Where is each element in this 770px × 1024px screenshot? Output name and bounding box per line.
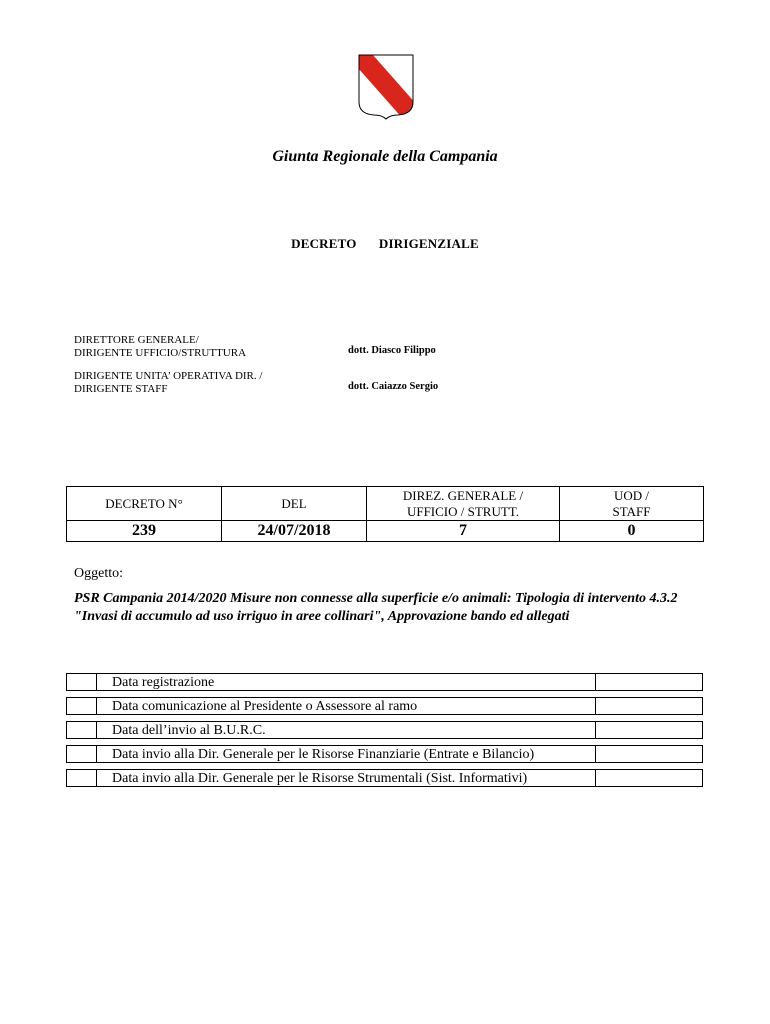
registration-index-cell	[67, 770, 97, 786]
organization-title: Giunta Regionale della Campania	[272, 148, 498, 165]
role-line: DIRETTORE GENERALE/	[74, 334, 199, 346]
registration-date-cell	[595, 746, 702, 762]
registration-label: Data registrazione	[112, 675, 215, 690]
registration-label: Data invio alla Dir. Generale per le Risorse Finanziarie (Entrate e Bilancio)	[112, 747, 535, 762]
decree-table	[66, 486, 704, 542]
registration-index-cell	[67, 674, 97, 690]
registration-label: Data dell’invio al B.U.R.C.	[112, 723, 266, 738]
registration-index-cell	[67, 698, 97, 714]
decree-table-value-row	[67, 521, 704, 542]
registration-date-cell	[595, 722, 702, 738]
header-uod	[560, 487, 704, 521]
campania-coat-of-arms-icon	[358, 54, 414, 120]
header-date: DEL	[222, 487, 367, 521]
registration-index-cell	[67, 746, 97, 762]
official-role-unit	[74, 370, 262, 396]
value-uod: 0	[560, 521, 704, 542]
registration-label: Data invio alla Dir. Generale per le Risorse Strumentali (Sist. Informativi)	[112, 771, 528, 786]
header-direction-line: UFFICIO / STRUTT.	[406, 503, 520, 519]
registration-row	[66, 697, 703, 715]
registration-row	[66, 721, 703, 739]
document-type-heading: DECRETO DIRIGENZIALE	[291, 236, 479, 251]
header-direction-line: DIREZ. GENERALE /	[402, 487, 524, 503]
role-line: DIRIGENTE UNITA’ OPERATIVA DIR. /	[74, 370, 263, 382]
registration-label: Data comunicazione al Presidente o Assessore al ramo	[112, 699, 418, 714]
header-decree-number: DECRETO N°	[67, 487, 222, 521]
registration-index-cell	[67, 722, 97, 738]
registration-date-cell	[595, 698, 702, 714]
registration-row	[66, 769, 703, 787]
registration-row	[66, 673, 703, 691]
value-date: 24/07/2018	[222, 521, 367, 542]
subject-text: PSR Campania 2014/2020 Misure non connesse alla superficie e/o animali: Tipologia di intervento 4.3.2 "Invasi di accumulo ad uso irriguo in aree collinari", Approvazione bando ed allegati	[74, 591, 678, 624]
header-uod-line: UOD /	[613, 487, 650, 503]
role-line: DIRIGENTE UFFICIO/STRUTTURA	[74, 347, 247, 359]
decree-table-header-row	[67, 487, 704, 521]
official-role-director	[74, 334, 246, 360]
header-uod-line: STAFF	[612, 503, 651, 519]
header-direction	[367, 487, 560, 521]
value-direction: 7	[367, 521, 560, 542]
registration-date-cell	[595, 770, 702, 786]
subject-label: Oggetto:	[74, 566, 123, 581]
role-line: DIRIGENTE STAFF	[74, 383, 168, 395]
official-name-unit: dott. Caiazzo Sergio	[348, 381, 439, 392]
registration-date-cell	[595, 674, 702, 690]
official-name-director: dott. Diasco Filippo	[348, 345, 436, 356]
value-decree-number: 239	[67, 521, 222, 542]
registration-row	[66, 745, 703, 763]
